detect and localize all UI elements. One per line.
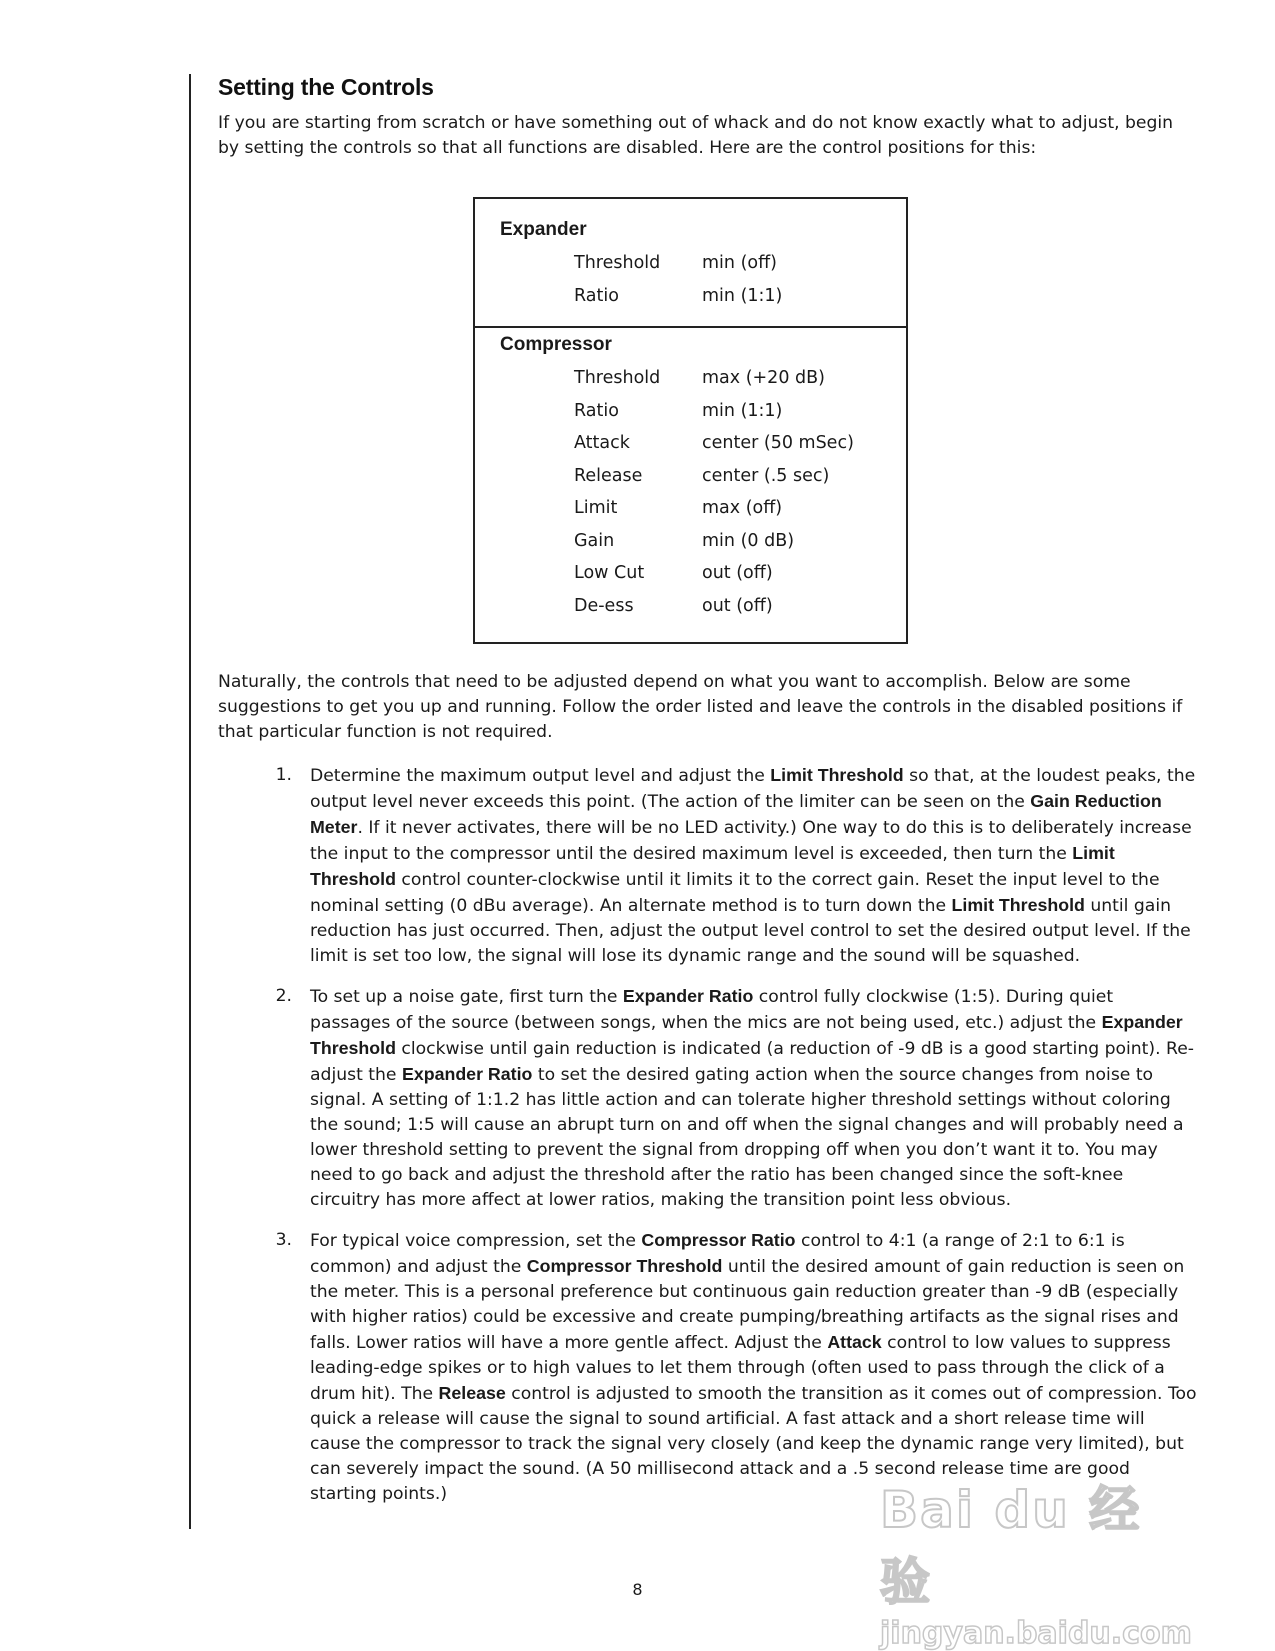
control-name: Attack: [827, 1332, 882, 1352]
setting-row: [500, 362, 906, 395]
setting-row: [500, 427, 906, 460]
step-text-run: control is adjusted to smooth the transition as it comes out of compression. Too quick a release will cause the signal to sound artificial. A fast attack and a short release time will cause the compressor to track the signal very closely (and keep the dynamic range very limited), but can severely impact the sound. (A 50 millisecond attack and a .5 second release time are good starting points.): [310, 1384, 1197, 1504]
setting-name: Threshold: [574, 368, 661, 389]
step-text: [310, 763, 1198, 969]
setting-value: min (0 dB): [702, 530, 795, 551]
list-item: [218, 763, 1198, 969]
step-number: 1.: [275, 765, 292, 785]
expander-title: Expander: [500, 219, 587, 240]
margin-rule: [189, 74, 191, 1529]
setting-name: Ratio: [574, 400, 619, 421]
step-text-run: For typical voice compression, set the: [310, 1231, 642, 1251]
list-item: [218, 1228, 1198, 1507]
control-name: Limit Threshold: [951, 895, 1085, 915]
page-content: [218, 70, 1198, 1522]
setting-row: [500, 492, 906, 525]
step-text-run: clockwise until gain reduction is indicated (a reduction of -9 dB is a good starting point). Re-adjust the: [310, 1039, 1195, 1085]
step-number: 2.: [275, 986, 292, 1006]
list-item: [218, 984, 1198, 1213]
control-name: Expander Ratio: [622, 986, 754, 1006]
setting-name: Attack: [574, 433, 630, 454]
step-text-run: until gain reduction has just occurred. Then, adjust the output level control to set the desired output level. If the limit is set too low, the signal will lose its dynamic range and the sound will be squashed.: [310, 896, 1191, 966]
step-text-run: to set the desired gating action when the source changes from noise to signal. A setting of 1:1.2 has little action and can tolerate higher threshold settings without coloring the sound; 1:5 will cause an abrupt turn on and off when the signal changes and will probably need a lower threshold setting to prevent the signal from dropping off when you don’t want it to. You may need to go back and adjust the threshold after the ratio has been changed since the soft-knee circuitry has more affect at lower ratios, making the transition point less obvious.: [310, 1065, 1184, 1210]
setting-name: De-ess: [574, 595, 634, 616]
steps-list: [218, 763, 1198, 1507]
page-title: Setting the Controls: [218, 74, 434, 100]
control-name: Limit Threshold: [310, 843, 1115, 889]
control-name: Gain Reduction Meter: [310, 791, 1162, 837]
step-text-run: control counter-clockwise until it limits it to the correct gain. Reset the input level to the nominal setting (0 dBu average). An alternate method is to turn down the: [310, 870, 1160, 916]
control-name: Release: [438, 1383, 506, 1403]
control-name: Compressor Ratio: [641, 1230, 796, 1250]
setting-row: [500, 395, 906, 428]
control-name: Compressor Threshold: [526, 1256, 723, 1276]
compressor-section: [475, 326, 906, 642]
step-text-run: control to 4:1 (a range of 2:1 to 6:1 is common) and adjust the: [310, 1231, 1125, 1277]
setting-value: out (off): [702, 595, 773, 616]
setting-name: Low Cut: [574, 563, 645, 584]
step-text: [310, 984, 1198, 1213]
step-text-run: To set up a noise gate, first turn the: [310, 987, 623, 1007]
suggestions-paragraph: Naturally, the controls that need to be adjusted depend on what you want to accomplish. Below are some suggestions to get you up and running. Follow the order listed and leave the controls in the disabled positions if that particular function is not required.: [218, 672, 1183, 742]
step-text-run: . If it never activates, there will be no LED activity.) One way to do this is to deliberately increase the input to the compressor until the desired maximum level is exceeded, then turn the: [310, 818, 1192, 864]
setting-value: min (off): [702, 253, 777, 274]
setting-row: [500, 247, 906, 280]
page-number: 8: [632, 1580, 643, 1599]
setting-name: Limit: [574, 498, 618, 519]
setting-row: [500, 280, 906, 313]
step-text: [310, 1228, 1198, 1507]
setting-value: center (.5 sec): [702, 465, 830, 486]
watermark-url: jingyan.baidu.com: [880, 1616, 1192, 1651]
step-text-run: so that, at the loudest peaks, the output level never exceeds this point. (The action of the limiter can be seen on the: [310, 766, 1196, 812]
watermark-main: Bai du 经验: [880, 1481, 1142, 1611]
setting-name: Ratio: [574, 285, 619, 306]
setting-name: Release: [574, 465, 643, 486]
step-text-run: control fully clockwise (1:5). During quiet passages of the source (between songs, when the mics are not being used, etc.) adjust the: [310, 987, 1114, 1033]
setting-row: [500, 460, 906, 493]
setting-row: [500, 525, 906, 558]
setting-value: center (50 mSec): [702, 433, 854, 454]
intro-paragraph: If you are starting from scratch or have something out of whack and do not know exactly what to adjust, begin by setting the controls so that all functions are disabled. Here are the control positions for this:: [218, 113, 1174, 158]
expander-section: [475, 199, 906, 326]
control-name: Limit Threshold: [770, 765, 904, 785]
setting-value: min (1:1): [702, 285, 783, 306]
control-name: Expander Threshold: [310, 1012, 1183, 1058]
step-text-run: until the desired amount of gain reduction is seen on the meter. This is a personal preference but continuous gain reduction greater than -9 dB (especially with higher ratios) could be excessive and create pumping/breathing artifacts as the signal rises and falls. Lower ratios will have a more gentle affect. Adjust the: [310, 1257, 1185, 1353]
setting-value: out (off): [702, 563, 773, 584]
setting-row: [500, 590, 906, 623]
setting-value: max (+20 dB): [702, 368, 825, 389]
step-text-run: control to low values to suppress leading-edge spikes or to high values to let them through (often used to pass through the click of a drum hit). The: [310, 1333, 1171, 1404]
control-name: Expander Ratio: [401, 1064, 533, 1084]
step-number: 3.: [275, 1230, 292, 1250]
compressor-title: Compressor: [500, 334, 612, 355]
setting-value: max (off): [702, 498, 783, 519]
control-settings-box: [473, 197, 908, 644]
setting-row: [500, 557, 906, 590]
setting-name: Gain: [574, 530, 615, 551]
step-text-run: Determine the maximum output level and adjust the: [310, 766, 771, 786]
setting-value: min (1:1): [702, 400, 783, 421]
setting-name: Threshold: [574, 253, 661, 274]
